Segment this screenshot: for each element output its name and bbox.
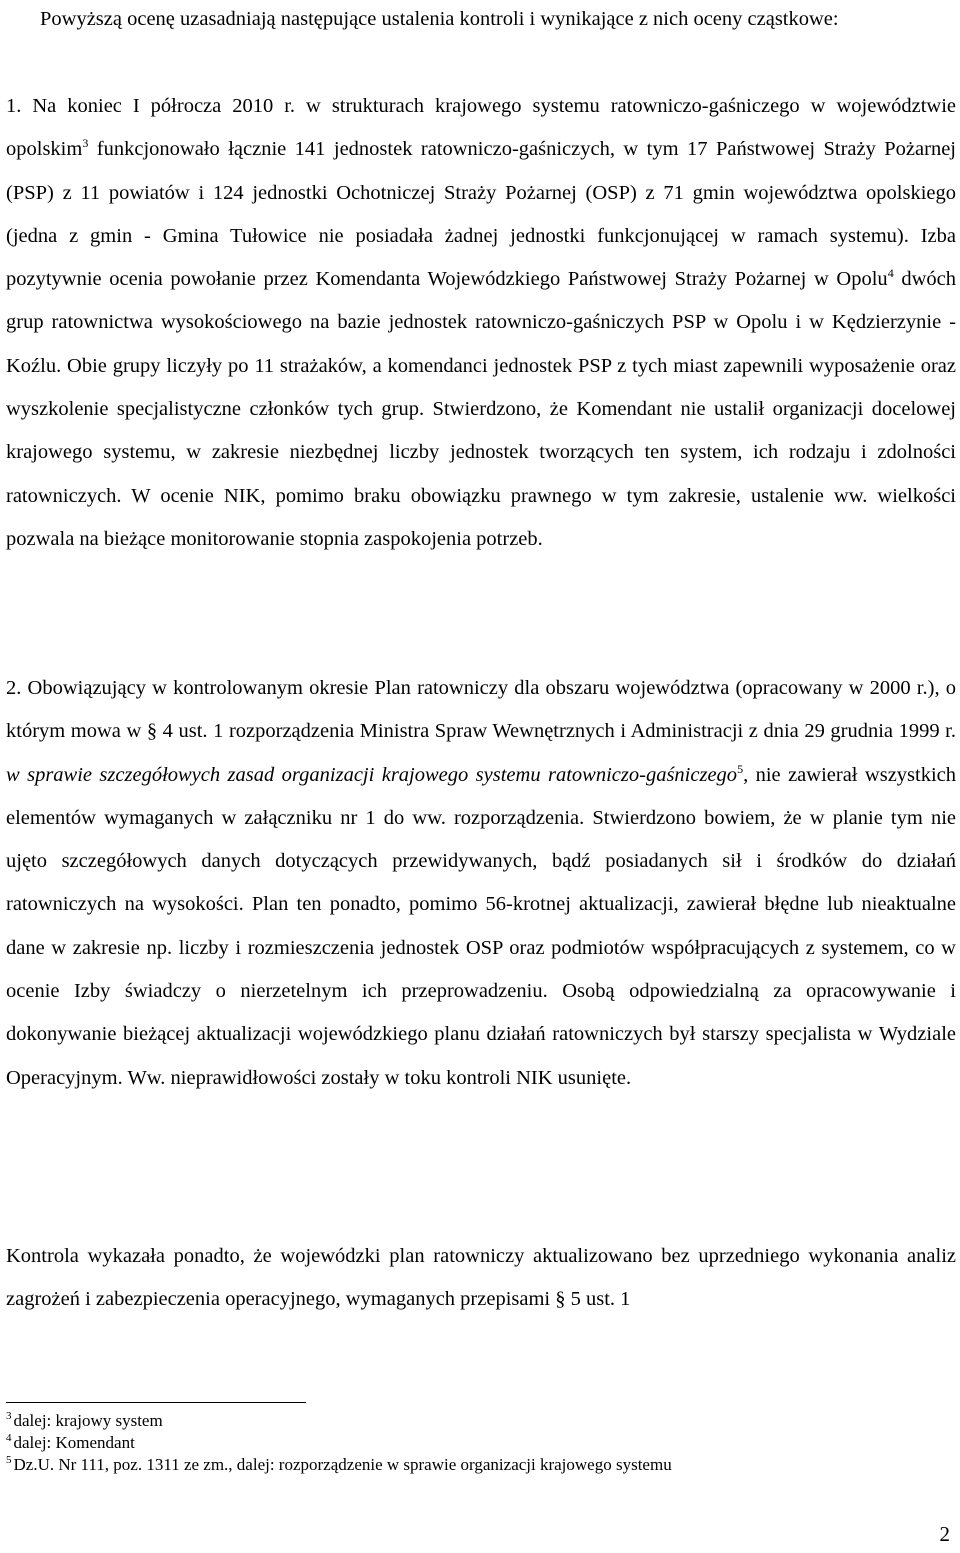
regulation-title: w sprawie szczegółowych zasad organizacji krajowego systemu ratowniczo-gaśniczego — [6, 763, 738, 786]
paragraph-3: Kontrola wykazała ponadto, że wojewódzki plan ratowniczy aktualizowano bez uprzedniego wykonania analiz zagrożeń i zabezpieczenia operacyjnego, wymaganych przepisami § 5 ust. 1 — [6, 1245, 956, 1311]
section-1-text-b: funkcjonowało łącznie 141 jednostek ratowniczo-gaśniczych, w tym 17 Państwowej Straży Pożarnej (PSP) z 11 powiatów i 124 jednostki Ochotniczej Straży Pożarnej (OSP) z 71 gmin województwa opolskiego (jedna z gmin - Gmina Tułowice nie posiadała żadnej jednostki funkcjonującej w ramach systemu). Izba pozytywnie ocenia powołanie przez Komendanta Wojewódzkiego Państwowej Straży Pożarnej w Opolu — [6, 138, 957, 291]
footnote-separator — [6, 1402, 306, 1403]
section-2-number: 2. — [6, 677, 22, 699]
section-1-paragraph — [6, 85, 956, 561]
footnotes — [6, 1410, 672, 1476]
section-2-text-b: , nie zawierał wszystkich elementów wymaganych w załączniku nr 1 do ww. rozporządzenia. Stwierdzono bowiem, że w planie tym nie ujęto szczegółowych danych dotyczących przewidywanych, bądź posiadanych sił i środków do działań ratowniczych na wysokości. Plan ten ponadto, pomimo 56-krotnej aktualizacji, zawierał błędne lub nieaktualne dane w zakresie np. liczby i rozmieszczenia jednostek OSP oraz podmiotów współpracujących z systemem, co w ocenie Izby świadczy o nierzetelnym ich przeprowadzeniu. Osobą odpowiedzialną za opracowywanie i dokonywanie bieżącej aktualizacji wojewódzkiego planu działań ratowniczych był starszy specjalista w Wydziale Operacyjnym. Ww. nieprawidłowości zostały w toku kontroli NIK usunięte. — [6, 763, 957, 1089]
footnote-number: 5 — [6, 1454, 12, 1467]
footnote-ref-4: 4 — [887, 266, 894, 281]
footnote-4 — [6, 1432, 672, 1454]
footnote-ref-5: 5 — [737, 761, 744, 776]
footnote-number: 4 — [6, 1432, 12, 1445]
intro-paragraph: Powyższą ocenę uzasadniają następujące ustalenia kontroli i wynikające z nich oceny cząstkowe: — [40, 8, 839, 30]
section-1-text-a: Na koniec I półrocza 2010 r. w strukturach krajowego systemu ratowniczo-gaśniczego w województwie opolskim — [6, 95, 956, 161]
footnote-3 — [6, 1410, 672, 1432]
section-2-text-a: Obowiązujący w kontrolowanym okresie Plan ratowniczy dla obszaru województwa (opracowany w 2000 r.), o którym mowa w § 4 ust. 1 rozporządzenia Ministra Spraw Wewnętrznych i Administracji z dnia 29 grudnia 1999 r. — [6, 677, 956, 743]
footnote-number: 3 — [6, 1410, 12, 1423]
page-number: 2 — [939, 1522, 950, 1546]
section-2-paragraph — [6, 667, 956, 1100]
section-1-text-c: dwóch grup ratownictwa wysokościowego na bazie jednostek ratowniczo-gaśniczych PSP w Opolu i w Kędzierzynie - Koźlu. Obie grupy liczyły po 11 strażaków, a komendanci jednostek PSP z tych miast zapewnili wyposażenie oraz wyszkolenie specjalistyczne członków tych grup. Stwierdzono, że Komendant nie ustalił organizacji docelowej krajowego systemu, w zakresie niezbędnej liczby jednostek tworzących ten system, ich rodzaju i zdolności ratowniczych. W ocenie NIK, pomimo braku obowiązku prawnego w tym zakresie, ustalenie ww. wielkości pozwala na bieżące monitorowanie stopnia zaspokojenia potrzeb. — [6, 268, 956, 550]
section-1-number: 1. — [6, 95, 22, 117]
footnote-text: dalej: krajowy system — [13, 1411, 163, 1430]
footnote-5 — [6, 1454, 672, 1476]
footnote-text: dalej: Komendant — [13, 1433, 135, 1452]
footnote-ref-3: 3 — [82, 136, 89, 151]
footnote-text: Dz.U. Nr 111, poz. 1311 ze zm., dalej: rozporządzenie w sprawie organizacji krajowego systemu — [13, 1455, 672, 1474]
